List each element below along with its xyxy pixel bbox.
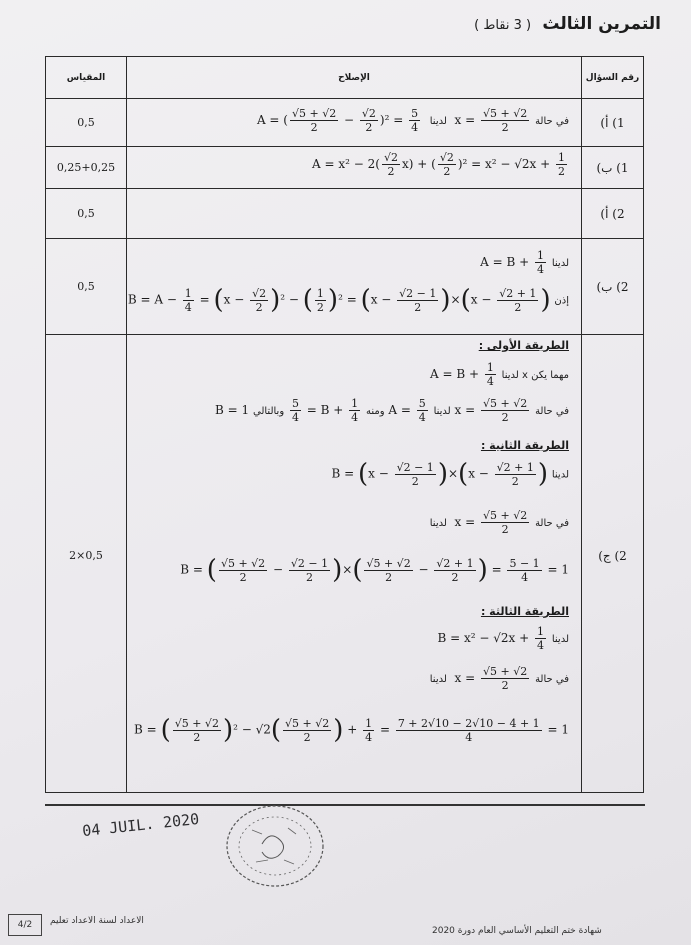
correction-line: B = 1 وبالتالي $\frac{5}{4}$ = B + $\frac{1}{4}$ ومنه A = $\frac{5}{4}$ لدينا x = $\frac{√5 + √2}{2}$ في حالة <box>215 397 569 424</box>
exercise-name: التمرين الثالث <box>542 14 661 34</box>
correction-line: لدينا x = $\frac{√5 + √2}{2}$ في حالة <box>429 665 569 692</box>
row-question: 1) ب) <box>582 147 644 189</box>
method-heading: الطريقة الثانية : <box>480 439 569 452</box>
row-question: 2) أ) <box>582 189 644 239</box>
header-score: المقياس <box>46 57 127 99</box>
row-correction <box>127 335 582 793</box>
correction-line: لدينا x = $\frac{√5 + √2}{2}$ في حالة <box>429 509 569 536</box>
row-score: 0,5 <box>46 189 127 239</box>
table-row <box>46 147 644 189</box>
row-correction <box>127 99 582 147</box>
row-correction <box>127 239 582 335</box>
row-score: 0,5 <box>46 99 127 147</box>
row-correction <box>127 189 582 239</box>
row-question: 2) ج) <box>582 335 644 793</box>
correction-line: B = ( $\frac{√5 + √2}{2}$ − $\frac{√2 - 1}{2}$ )×( $\frac{√5 + √2}{2}$ − $\frac{√2 + 1}{2}$ ) = $\frac{5 - 1}{4}$ = 1 <box>180 555 569 585</box>
exercise-title <box>474 14 661 34</box>
row-score: 0,25+0,25 <box>46 147 127 189</box>
correction-line: A = B + $\frac{1}{4}$ لدينا <box>480 249 569 276</box>
table-row <box>46 99 644 147</box>
official-stamp-icon <box>222 800 328 892</box>
footer-exam-text: شهادة ختم التعليم الأساسي العام دورة 2020 <box>432 926 602 936</box>
row-score: 0,5 <box>46 239 127 335</box>
correction-line: A = ( $\frac{√5 + √2}{2}$ − $\frac{√2}{2}$ )² = $\frac{5}{4}$ لدينا x = $\frac{√5 + √2}{2}$ في حالة <box>256 107 569 134</box>
correction-table <box>45 56 644 793</box>
date-stamp: 04 JUIL. 2020 <box>81 809 201 841</box>
method-heading: الطريقة الأولى : <box>478 339 569 352</box>
row-correction <box>127 147 582 189</box>
header-question-number: رقم السؤال <box>582 57 644 99</box>
page-footer <box>0 908 691 945</box>
table-row <box>46 189 644 239</box>
header-correction: الإصلاح <box>127 57 582 99</box>
row-question: 1) أ) <box>582 99 644 147</box>
table-row <box>46 239 644 335</box>
correction-line: B = (x − $\frac{√2 - 1}{2}$ )×(x − $\frac{√2 + 1}{2}$ ) لدينا <box>331 459 569 489</box>
correction-line: B = ( $\frac{√5 + √2}{2}$ )² − √2( $\frac{√5 + √2}{2}$ ) + $\frac{1}{4}$ = $\frac{7 + 2√10 - 2√10 - 4 + 1}{4}$ = 1 <box>134 715 569 745</box>
footer-left-text: الاعداد لسنة الاعداد تعليم <box>50 916 144 926</box>
page-number: 4/2 <box>8 914 42 936</box>
correction-line: B = x² − √2x + $\frac{1}{4}$ لدينا <box>437 625 569 652</box>
table-row <box>46 335 644 793</box>
method-heading: الطريقة الثالثة : <box>480 605 569 618</box>
correction-line: A = x² − 2( $\frac{√2}{2}$ x) + ( $\frac{√2}{2}$ )² = x² − √2x + $\frac{1}{2}$ <box>312 151 565 178</box>
row-score: 2×0,5 <box>46 335 127 793</box>
row-question: 2) ب) <box>582 239 644 335</box>
correction-line: A = B + $\frac{1}{4}$ مهما يكن x لدينا <box>429 361 569 388</box>
page-rule <box>45 804 645 806</box>
exercise-points: ( 3 نقاط ) <box>474 18 532 33</box>
correction-line: B = A − $\frac{1}{4}$ = (x − $\frac{√2}{2}$ )² − ( $\frac{1}{2}$ )² = (x − $\frac{√2 - 1}{2}$ )×(x − $\frac{√2 + 1}{2}$ ) إذن <box>127 285 569 315</box>
table-header-row <box>46 57 644 99</box>
